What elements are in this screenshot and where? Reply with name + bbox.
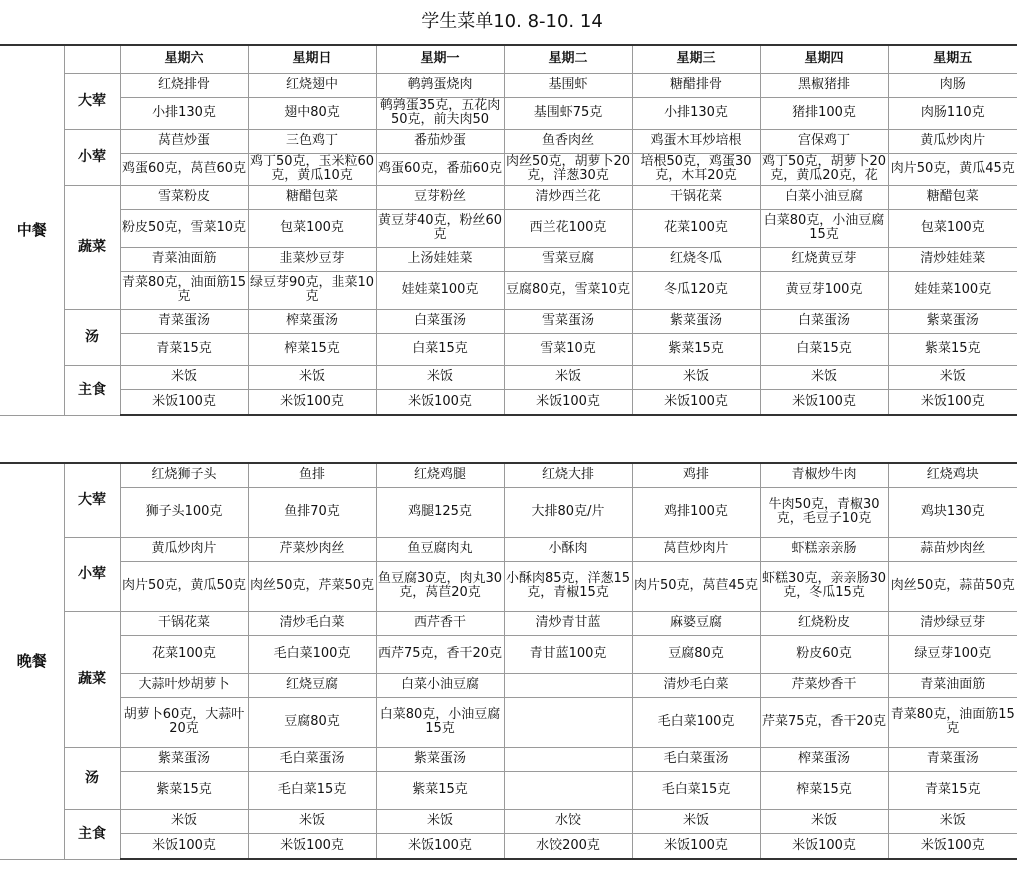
dish-name-cell: 鱼豆腐肉丸 <box>376 537 504 561</box>
dish-ingredient-cell: 粉皮50克，雪菜10克 <box>120 209 248 247</box>
dish-ingredient-cell: 米饭100克 <box>504 389 632 415</box>
dish-name-cell: 三色鸡丁 <box>248 129 376 153</box>
dish-name-cell: 红烧狮子头 <box>120 463 248 487</box>
dish-ingredient-row <box>0 635 1017 673</box>
dish-name-cell: 红烧黄豆芽 <box>760 247 888 271</box>
dish-name-cell: 黑椒猪排 <box>760 73 888 97</box>
dish-ingredient-cell: 米饭100克 <box>376 833 504 859</box>
dish-ingredient-cell: 鸡腿125克 <box>376 487 504 537</box>
dish-name-cell: 鱼香肉丝 <box>504 129 632 153</box>
dish-name-cell: 毛白菜蛋汤 <box>632 747 760 771</box>
dish-name-cell: 肉肠 <box>888 73 1017 97</box>
dish-name-cell: 蒜苗炒肉丝 <box>888 537 1017 561</box>
dish-ingredient-cell: 花菜100克 <box>632 209 760 247</box>
dish-ingredient-row <box>0 697 1017 747</box>
dish-name-row <box>0 247 1017 271</box>
dish-name-cell: 麻婆豆腐 <box>632 611 760 635</box>
dish-name-cell: 青菜蛋汤 <box>888 747 1017 771</box>
dish-ingredient-cell: 小酥肉85克，洋葱15克，青椒15克 <box>504 561 632 611</box>
dish-ingredient-cell: 白菜15克 <box>376 333 504 365</box>
dish-name-cell: 清炒绿豆芽 <box>888 611 1017 635</box>
dish-name-cell: 清炒毛白菜 <box>632 673 760 697</box>
dish-name-cell: 西芹香干 <box>376 611 504 635</box>
dish-ingredient-cell: 米饭100克 <box>120 389 248 415</box>
dish-ingredient-cell: 毛白菜100克 <box>248 635 376 673</box>
dish-name-cell: 黄瓜炒肉片 <box>120 537 248 561</box>
dish-name-cell: 青菜油面筋 <box>888 673 1017 697</box>
dish-ingredient-cell: 紫菜15克 <box>376 771 504 809</box>
dish-name-row <box>0 611 1017 635</box>
dish-ingredient-cell: 米饭100克 <box>376 389 504 415</box>
dish-ingredient-cell: 米饭100克 <box>760 833 888 859</box>
dish-name-cell: 青椒炒牛肉 <box>760 463 888 487</box>
dish-name-cell: 青菜油面筋 <box>120 247 248 271</box>
dish-name-cell: 米饭 <box>120 365 248 389</box>
dish-ingredient-cell: 胡萝卜60克，大蒜叶20克 <box>120 697 248 747</box>
dish-ingredient-cell: 榨菜15克 <box>760 771 888 809</box>
dish-ingredient-cell: 豆腐80克 <box>248 697 376 747</box>
category-label: 小荤 <box>64 537 120 611</box>
dish-ingredient-cell: 毛白菜15克 <box>248 771 376 809</box>
day-header: 星期二 <box>504 45 632 73</box>
day-header: 星期五 <box>888 45 1017 73</box>
dish-name-cell: 紫菜蛋汤 <box>376 747 504 771</box>
dish-ingredient-row <box>0 97 1017 129</box>
dish-name-cell: 韭菜炒豆芽 <box>248 247 376 271</box>
category-label: 蔬菜 <box>64 611 120 747</box>
dish-ingredient-cell: 米饭100克 <box>632 833 760 859</box>
dish-name-cell: 黄瓜炒肉片 <box>888 129 1017 153</box>
dish-name-cell: 米饭 <box>248 365 376 389</box>
dish-name-row <box>0 185 1017 209</box>
dish-name-cell: 清炒青甘蓝 <box>504 611 632 635</box>
dish-name-cell: 红烧冬瓜 <box>632 247 760 271</box>
dish-name-row <box>0 309 1017 333</box>
header-blank-cell <box>64 45 120 73</box>
dish-ingredient-cell: 娃娃菜100克 <box>888 271 1017 309</box>
dish-ingredient-cell <box>504 697 632 747</box>
dish-ingredient-cell: 鱼豆腐30克，肉丸30克，莴苣20克 <box>376 561 504 611</box>
dish-name-cell: 莴苣炒肉片 <box>632 537 760 561</box>
dish-name-cell: 榨菜蛋汤 <box>248 309 376 333</box>
dish-ingredient-cell: 肉丝50克，蒜苗50克 <box>888 561 1017 611</box>
dish-name-cell: 上汤娃娃菜 <box>376 247 504 271</box>
dish-ingredient-cell: 娃娃菜100克 <box>376 271 504 309</box>
dish-ingredient-cell: 肉丝50克，芹菜50克 <box>248 561 376 611</box>
dish-name-cell: 糖醋包菜 <box>888 185 1017 209</box>
dish-ingredient-cell: 米饭100克 <box>632 389 760 415</box>
dish-ingredient-cell: 紫菜15克 <box>120 771 248 809</box>
dish-ingredient-cell: 毛白菜100克 <box>632 697 760 747</box>
dish-name-cell: 糖醋排骨 <box>632 73 760 97</box>
dish-name-cell: 莴苣炒蛋 <box>120 129 248 153</box>
dish-ingredient-cell: 米饭100克 <box>120 833 248 859</box>
dish-name-cell: 清炒娃娃菜 <box>888 247 1017 271</box>
dish-ingredient-row <box>0 389 1017 415</box>
dish-name-cell: 红烧豆腐 <box>248 673 376 697</box>
dish-ingredient-cell: 粉皮60克 <box>760 635 888 673</box>
dish-name-cell: 米饭 <box>632 365 760 389</box>
dish-ingredient-cell: 包菜100克 <box>248 209 376 247</box>
dish-ingredient-cell: 鸡块130克 <box>888 487 1017 537</box>
dish-name-cell: 红烧翅中 <box>248 73 376 97</box>
dish-ingredient-cell: 冬瓜120克 <box>632 271 760 309</box>
dish-ingredient-cell: 芹菜75克，香干20克 <box>760 697 888 747</box>
dish-ingredient-cell: 基围虾75克 <box>504 97 632 129</box>
dish-name-cell: 宫保鸡丁 <box>760 129 888 153</box>
dish-ingredient-cell: 白菜15克 <box>760 333 888 365</box>
dish-name-cell: 大蒜叶炒胡萝卜 <box>120 673 248 697</box>
dish-ingredient-cell: 绿豆芽100克 <box>888 635 1017 673</box>
category-label: 汤 <box>64 747 120 809</box>
dish-name-cell: 雪菜蛋汤 <box>504 309 632 333</box>
dish-name-cell: 芹菜炒香干 <box>760 673 888 697</box>
dish-ingredient-cell: 小排130克 <box>120 97 248 129</box>
dish-ingredient-row <box>0 561 1017 611</box>
dish-ingredient-cell: 米饭100克 <box>888 833 1017 859</box>
dish-name-cell: 清炒西兰花 <box>504 185 632 209</box>
dish-name-cell: 米饭 <box>888 809 1017 833</box>
dish-ingredient-cell <box>504 771 632 809</box>
dish-ingredient-cell: 肉片50克，莴苣45克 <box>632 561 760 611</box>
dish-name-cell: 雪菜豆腐 <box>504 247 632 271</box>
dish-ingredient-cell: 肉丝50克，胡萝卜20克，洋葱30克 <box>505 154 631 183</box>
meal-label: 中餐 <box>0 45 64 415</box>
dish-ingredient-cell: 猪排100克 <box>760 97 888 129</box>
day-header: 星期一 <box>376 45 504 73</box>
dish-ingredient-cell: 白菜80克，小油豆腐15克 <box>376 697 504 747</box>
dish-name-row <box>0 129 1017 153</box>
dish-ingredient-cell: 绿豆芽90克，韭菜10克 <box>248 271 376 309</box>
day-header: 星期六 <box>120 45 248 73</box>
dish-ingredient-cell: 黄豆芽40克，粉丝60克 <box>376 209 504 247</box>
dish-ingredient-cell: 白菜80克，小油豆腐15克 <box>760 209 888 247</box>
dish-name-cell: 米饭 <box>376 809 504 833</box>
category-label: 小荤 <box>64 129 120 185</box>
dish-ingredient-cell: 米饭100克 <box>760 389 888 415</box>
dish-ingredient-cell: 鸡蛋60克，番茄60克 <box>376 153 504 185</box>
dish-name-cell: 青菜蛋汤 <box>120 309 248 333</box>
day-header-row <box>0 45 1017 73</box>
dish-ingredient-cell: 鸡排100克 <box>632 487 760 537</box>
dish-name-cell: 米饭 <box>248 809 376 833</box>
dish-ingredient-cell: 紫菜15克 <box>888 333 1017 365</box>
dish-ingredient-row <box>0 771 1017 809</box>
dish-name-cell: 米饭 <box>888 365 1017 389</box>
dish-name-cell: 米饭 <box>120 809 248 833</box>
dish-name-cell: 雪菜粉皮 <box>120 185 248 209</box>
dish-name-cell: 清炒毛白菜 <box>248 611 376 635</box>
dish-ingredient-cell: 榨菜15克 <box>248 333 376 365</box>
dish-ingredient-cell: 毛白菜15克 <box>632 771 760 809</box>
dish-name-cell: 榨菜蛋汤 <box>760 747 888 771</box>
meal-label: 晚餐 <box>0 463 64 859</box>
dish-ingredient-cell: 小排130克 <box>632 97 760 129</box>
dish-name-cell: 红烧鸡块 <box>888 463 1017 487</box>
dish-name-cell: 白菜蛋汤 <box>376 309 504 333</box>
dish-ingredient-cell: 紫菜15克 <box>632 333 760 365</box>
dish-name-cell: 干锅花菜 <box>120 611 248 635</box>
dish-ingredient-cell: 翅中80克 <box>248 97 376 129</box>
dish-name-cell: 基围虾 <box>504 73 632 97</box>
dish-name-cell: 红烧排骨 <box>120 73 248 97</box>
dish-name-row <box>0 673 1017 697</box>
dish-ingredient-cell: 豆腐80克 <box>632 635 760 673</box>
dish-ingredient-row <box>0 209 1017 247</box>
dish-name-cell: 米饭 <box>632 809 760 833</box>
dish-name-cell: 白菜蛋汤 <box>760 309 888 333</box>
dish-ingredient-cell: 米饭100克 <box>888 389 1017 415</box>
dish-ingredient-cell: 西兰花100克 <box>504 209 632 247</box>
dish-ingredient-cell: 鸡丁50克，胡萝卜20克，黄瓜20克，花 <box>761 154 887 183</box>
dish-name-cell: 白菜小油豆腐 <box>376 673 504 697</box>
dish-name-row <box>0 809 1017 833</box>
dish-ingredient-cell: 青菜80克，油面筋15克 <box>120 271 248 309</box>
dish-name-cell: 米饭 <box>504 365 632 389</box>
dish-name-cell: 鱼排 <box>248 463 376 487</box>
category-label: 大荤 <box>64 73 120 129</box>
dish-name-cell: 鹌鹑蛋烧肉 <box>376 73 504 97</box>
dish-ingredient-cell: 水饺200克 <box>504 833 632 859</box>
dish-ingredient-cell: 鸡蛋60克，莴苣60克 <box>120 153 248 185</box>
dish-name-cell <box>504 747 632 771</box>
dish-name-cell: 水饺 <box>504 809 632 833</box>
dish-ingredient-row <box>0 153 1017 185</box>
dish-name-row <box>0 537 1017 561</box>
dish-name-cell: 白菜小油豆腐 <box>760 185 888 209</box>
dish-ingredient-cell: 雪菜10克 <box>504 333 632 365</box>
dish-name-cell: 虾糕亲亲肠 <box>760 537 888 561</box>
dish-ingredient-cell: 西芹75克，香干20克 <box>376 635 504 673</box>
dish-ingredient-cell: 肉片50克，黄瓜45克 <box>888 153 1017 185</box>
dish-name-cell: 小酥肉 <box>504 537 632 561</box>
dish-name-cell: 糖醋包菜 <box>248 185 376 209</box>
dish-name-row <box>0 365 1017 389</box>
dish-name-cell: 豆芽粉丝 <box>376 185 504 209</box>
dish-ingredient-cell: 青菜15克 <box>120 333 248 365</box>
dish-ingredient-cell: 青菜15克 <box>888 771 1017 809</box>
dish-name-cell: 芹菜炒肉丝 <box>248 537 376 561</box>
dish-name-cell: 红烧大排 <box>504 463 632 487</box>
dinner-menu-table <box>0 462 1017 860</box>
dish-name-cell: 米饭 <box>376 365 504 389</box>
lunch-menu-table <box>0 44 1017 416</box>
dish-name-cell: 紫菜蛋汤 <box>120 747 248 771</box>
dish-name-cell: 番茄炒蛋 <box>376 129 504 153</box>
dish-name-cell: 鸡蛋木耳炒培根 <box>632 129 760 153</box>
dish-ingredient-cell: 牛肉50克，青椒30克，毛豆子10克 <box>760 487 888 537</box>
dish-ingredient-row <box>0 487 1017 537</box>
dish-name-cell: 红烧粉皮 <box>760 611 888 635</box>
dish-ingredient-cell: 培根50克，鸡蛋30克，木耳20克 <box>632 153 760 185</box>
dish-name-cell: 红烧鸡腿 <box>376 463 504 487</box>
dish-ingredient-cell: 鸡丁50克，玉米粒60克，黄瓜10克 <box>249 154 375 183</box>
dish-ingredient-cell: 米饭100克 <box>248 389 376 415</box>
dish-name-row <box>0 73 1017 97</box>
dish-ingredient-cell: 狮子头100克 <box>120 487 248 537</box>
dish-ingredient-row <box>0 333 1017 365</box>
dish-ingredient-cell: 米饭100克 <box>248 833 376 859</box>
category-label: 主食 <box>64 365 120 415</box>
dish-ingredient-cell: 青菜80克，油面筋15克 <box>888 697 1017 747</box>
dish-ingredient-cell: 虾糕30克，亲亲肠30克，冬瓜15克 <box>760 561 888 611</box>
dish-name-cell: 毛白菜蛋汤 <box>248 747 376 771</box>
dish-ingredient-row <box>0 271 1017 309</box>
dish-name-row <box>0 463 1017 487</box>
dish-name-cell: 鸡排 <box>632 463 760 487</box>
dish-name-cell: 紫菜蛋汤 <box>888 309 1017 333</box>
dish-ingredient-cell: 鱼排70克 <box>248 487 376 537</box>
dish-ingredient-cell: 花菜100克 <box>120 635 248 673</box>
dish-ingredient-cell: 肉片50克，黄瓜50克 <box>120 561 248 611</box>
dish-name-cell: 米饭 <box>760 809 888 833</box>
category-label: 汤 <box>64 309 120 365</box>
dish-ingredient-cell: 黄豆芽100克 <box>760 271 888 309</box>
dish-ingredient-cell: 青甘蓝100克 <box>504 635 632 673</box>
category-label: 蔬菜 <box>64 185 120 309</box>
dish-name-cell: 干锅花菜 <box>632 185 760 209</box>
day-header: 星期三 <box>632 45 760 73</box>
dish-ingredient-cell: 豆腐80克，雪菜10克 <box>504 271 632 309</box>
dish-ingredient-row <box>0 833 1017 859</box>
dish-ingredient-cell: 包菜100克 <box>888 209 1017 247</box>
dish-name-cell <box>504 673 632 697</box>
dish-ingredient-cell: 鹌鹑蛋35克，五花肉50克，前夫肉50 <box>376 97 504 129</box>
category-label: 主食 <box>64 809 120 859</box>
dish-ingredient-cell: 大排80克/片 <box>504 487 632 537</box>
dish-name-row <box>0 747 1017 771</box>
dish-name-cell: 紫菜蛋汤 <box>632 309 760 333</box>
day-header: 星期日 <box>248 45 376 73</box>
dish-ingredient-cell: 肉肠110克 <box>888 97 1017 129</box>
page-title: 学生菜单10. 8-10. 14 <box>421 11 603 32</box>
dish-name-cell: 米饭 <box>760 365 888 389</box>
day-header: 星期四 <box>760 45 888 73</box>
category-label: 大荤 <box>64 463 120 537</box>
